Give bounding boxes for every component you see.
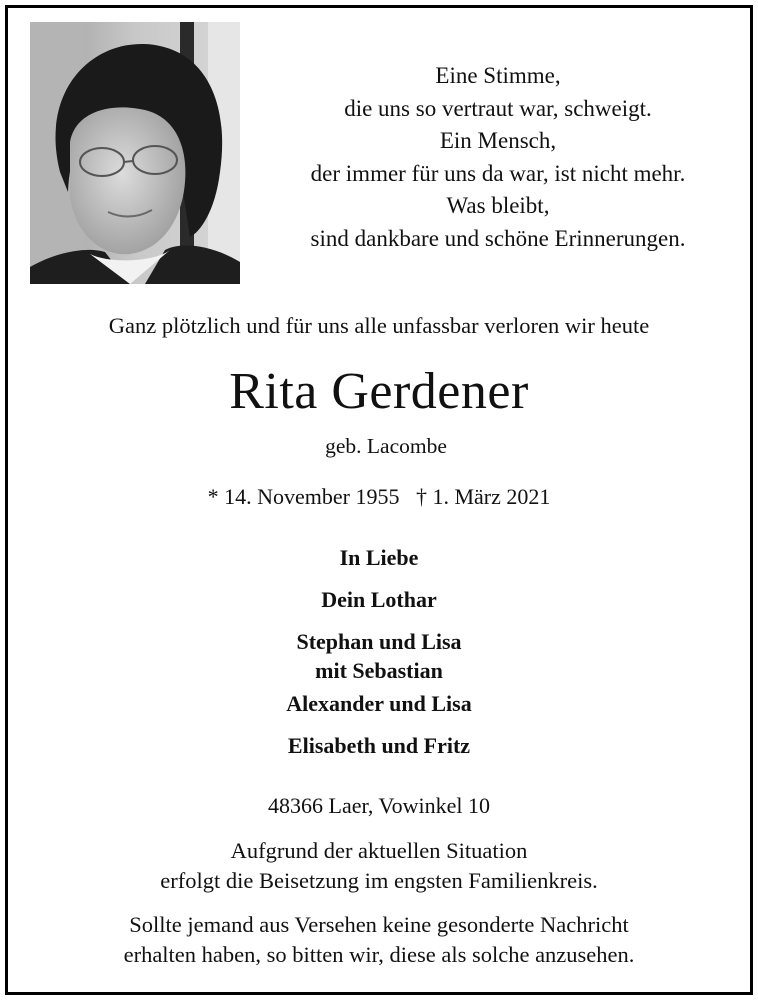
verse-line: sind dankbare und schöne Erinnerungen. (310, 225, 686, 251)
mourner-line: mit Sebastian (315, 658, 443, 683)
note-line: erhalten haben, so bitten wir, diese als solche anzusehen. (123, 942, 635, 967)
mourner-line: In Liebe (339, 545, 419, 570)
memorial-verse (253, 60, 743, 255)
obituary-frame (5, 5, 753, 995)
note-line: erfolgt die Beisetzung im engsten Familienkreis. (160, 868, 598, 893)
portrait-image (30, 22, 240, 284)
family-address: 48366 Laer, Vowinkel 10 (268, 793, 490, 818)
verse-line: Eine Stimme, (435, 63, 561, 88)
maiden-name: geb. Lacombe (325, 434, 447, 458)
portrait-photo (30, 22, 240, 284)
deceased-name: Rita Gerdener (229, 363, 529, 420)
notice-note (8, 910, 750, 970)
mourner-line: Alexander und Lisa (286, 691, 472, 716)
verse-line: Ein Mensch, (439, 128, 557, 153)
mourner-line: Stephan und Lisa (296, 629, 462, 654)
life-dates: * 14. November 1955 † 1. März 2021 (207, 484, 551, 509)
note-line: Aufgrund der aktuellen Situation (230, 838, 528, 863)
mourner-line: Dein Lothar (321, 587, 437, 612)
note-line: Sollte jemand aus Versehen keine gesonderte Nachricht (129, 912, 629, 937)
verse-line: die uns so vertraut war, schweigt. (344, 95, 652, 121)
funeral-note (8, 836, 750, 896)
verse-line: der immer für uns da war, ist nicht mehr. (310, 160, 686, 186)
intro-text: Ganz plötzlich und für uns alle unfassbar verloren wir heute (108, 313, 650, 338)
mourner-line: Elisabeth und Fritz (287, 733, 471, 758)
verse-line: Was bleibt, (446, 193, 550, 218)
